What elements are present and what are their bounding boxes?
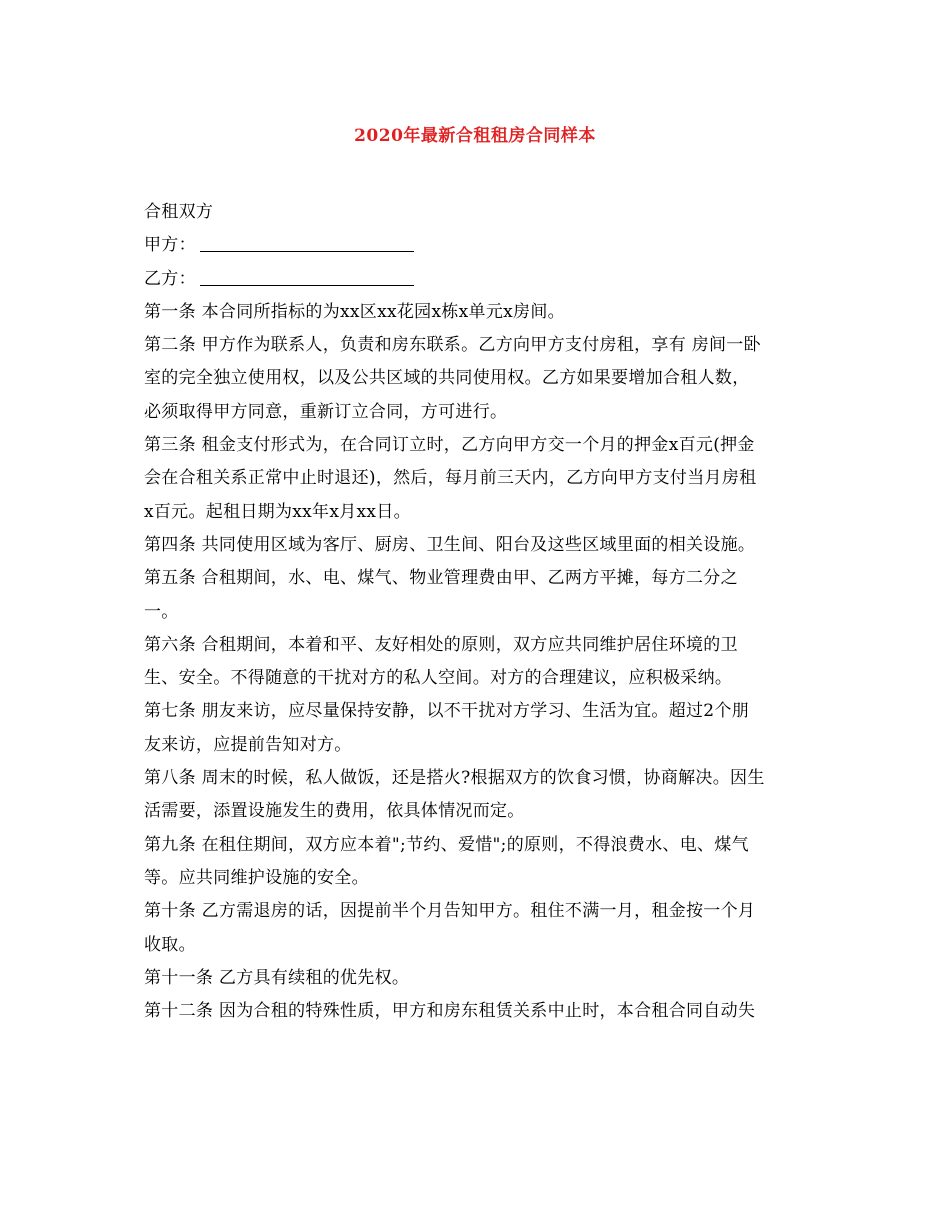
clause-line: 一。 [144,601,179,622]
clause-line: 第六条 合租期间，本着和平、友好相处的原则，双方应共同维护居住环境的卫 [144,634,738,655]
clause-line: 室的完全独立使用权，以及公共区域的共同使用权。乙方如果要增加合租人数， [144,368,750,389]
party-b-blank [200,265,414,286]
party-a-label: 甲方： [144,235,196,256]
party-b-label: 乙方： [144,268,196,289]
clause-line: 第五条 合租期间，水、电、煤气、物业管理费由甲、乙两方平摊，每方二分之 [144,568,738,589]
clause-line: 第四条 共同使用区域为客厅、厨房、卫生间、阳台及这些区域里面的相关设施。 [144,534,756,555]
parties-heading: 合租双方 [144,202,214,222]
party-a-line [144,229,809,262]
contract-body [144,196,809,1028]
clause-line: 第十条 乙方需退房的话，因提前半个月告知甲方。租住不满一月，租金按一个月 [144,901,756,922]
clause-line: 活需要，添置设施发生的费用，依具体情况而定。 [144,801,525,822]
party-a-blank [200,231,414,252]
clause-line: 第十一条 乙方具有续租的优先权。 [144,967,410,988]
clause-line: 第九条 在租住期间，双方应本着";节约、爱惜";的原则，不得浪费水、电、煤气 [144,834,749,855]
party-b-line [144,263,809,296]
clause-line: 第三条 租金支付形式为，在合同订立时，乙方向甲方交一个月的押金x百元(押金 [144,435,755,456]
clause-line: 第一条 本合同所指标的为xx区xx花园x栋x单元x房间。 [144,301,565,322]
clause-line: 第八条 周末的时候，私人做饭，还是搭火?根据双方的饮食习惯，协商解决。因生 [144,768,765,789]
clause-line: 会在合租关系正常中止时退还)，然后，每月前三天内，乙方向甲方支付当月房租 [144,468,757,489]
clause-line: 友来访，应提前告知对方。 [144,734,352,755]
clause-line: 第二条 甲方作为联系人，负责和房东联系。乙方向甲方支付房租，享有 房间一卧 [144,335,761,356]
clause-line: 等。应共同维护设施的安全。 [144,867,369,888]
clause-line: 收取。 [144,934,196,955]
clause-line: 必须取得甲方同意，重新订立合同，方可进行。 [144,401,508,422]
clause-line: 第十二条 因为合租的特殊性质，甲方和房东租赁关系中止时，本合租合同自动失 [144,1001,756,1022]
clause-line: x百元。起租日期为xx年x月xx日。 [144,501,411,522]
clause-line: 生、安全。不得随意的干扰对方的私人空间。对方的合理建议，应积极采纳。 [144,668,733,689]
document-title: 2020年最新合租租房合同样本 [354,126,596,146]
clause-line: 第七条 朋友来访，应尽量保持安静，以不干扰对方学习、生活为宜。超过2个朋 [144,701,750,722]
